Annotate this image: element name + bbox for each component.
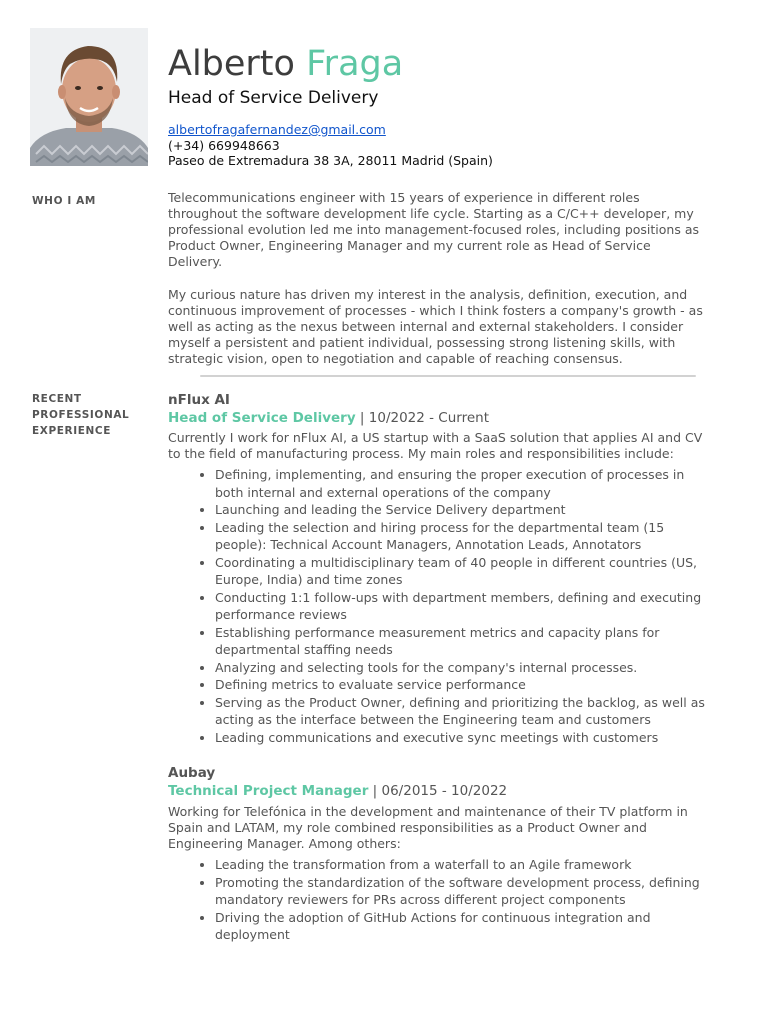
experience-label: RECENT PROFESSIONAL EXPERIENCE <box>32 393 130 437</box>
list-item: • Defining, implementing, and ensuring the proper execution of processes in both internal and external operations of the company <box>215 466 708 501</box>
list-item: • Leading the selection and hiring process for the departmental team (15 people): Technical Account Managers, Annotation Leads, Annotators <box>215 519 708 554</box>
list-item: • Defining metrics to evaluate service performance <box>215 676 708 694</box>
list-item: • Launching and leading the Service Delivery department <box>215 501 708 519</box>
full-name <box>168 42 738 86</box>
role-line <box>168 409 708 427</box>
job-description: Currently I work for nFlux AI, a US startup with a SaaS solution that applies AI and CV to the field of manufacturing process. My main roles and responsibilities include: <box>168 430 703 461</box>
address: Paseo de Extremadura 38 3A, 28011 Madrid (Spain) <box>168 153 493 168</box>
who-i-am-paragraph: Telecommunications engineer with 15 years of experience in different roles throughout the software development life cycle. Starting as a C/C++ developer, my professional evolution led me into management-focused roles, including positions as Product Owner, Engineering Manager and my current role as Head of Service Delivery. <box>168 190 699 269</box>
company-name: Aubay <box>168 765 216 781</box>
role-period: | 06/2015 - 10/2022 <box>368 783 508 799</box>
last-name: Fraga <box>306 44 404 84</box>
list-item: • Serving as the Product Owner, defining and prioritizing the backlog, as well as acting as the interface between the Engineering team and customers <box>215 694 708 729</box>
list-item: • Leading the transformation from a waterfall to an Agile framework <box>215 856 708 874</box>
list-item: • Conducting 1:1 follow-ups with department members, defining and executing performance reviews <box>215 589 708 624</box>
section-divider <box>200 375 696 377</box>
company-name: nFlux AI <box>168 392 230 408</box>
profile-photo <box>30 28 148 166</box>
contact-info <box>168 122 738 169</box>
list-item: • Establishing performance measurement metrics and capacity plans for departmental staffing needs <box>215 624 708 659</box>
list-item: • Promoting the standardization of the software development process, defining mandatory reviewers for PRs across different project components <box>215 874 708 909</box>
who-i-am-text <box>168 190 708 367</box>
role-name: Head of Service Delivery <box>168 410 356 426</box>
phone-number: (+34) 669948663 <box>168 137 280 153</box>
resume-header <box>168 42 738 169</box>
person-portrait-icon <box>30 28 148 166</box>
role-line <box>168 782 708 800</box>
list-item: • Coordinating a multidisciplinary team of 40 people in different countries (US, Europe, India) and time zones <box>215 554 708 589</box>
list-item: • Driving the adoption of GitHub Actions for continuous integration and deployment <box>215 909 708 944</box>
first-name: Alberto <box>168 44 295 84</box>
who-i-am-label: WHO I AM <box>32 195 96 207</box>
email-link[interactable]: albertofragafernandez@gmail.com <box>168 122 386 137</box>
job-entry-nflux <box>168 392 708 746</box>
job-title: Head of Service Delivery <box>168 88 379 108</box>
list-item: • Analyzing and selecting tools for the company's internal processes. <box>215 659 708 677</box>
who-i-am-paragraph: My curious nature has driven my interest in the analysis, definition, execution, and continuous improvement of processes - which I think fosters a company's growth - as well as acting as the nexus between internal and external stakeholders. I consider myself a persistent and patient individual, possessing strong listening skills, with strategic vision, open to negotiation and capable of reaching consensus. <box>168 287 703 366</box>
role-period: | 10/2022 - Current <box>355 410 490 426</box>
job-entry-aubay <box>168 765 708 944</box>
responsibilities-list <box>168 856 708 944</box>
list-item: • Leading communications and executive sync meetings with customers <box>215 729 708 747</box>
role-name: Technical Project Manager <box>168 783 369 799</box>
job-description: Working for Telefónica in the development and maintenance of their TV platform in Spain and LATAM, my role combined responsibilities as a Product Owner and Engineering Manager. Among others: <box>168 804 688 851</box>
responsibilities-list <box>168 466 708 746</box>
